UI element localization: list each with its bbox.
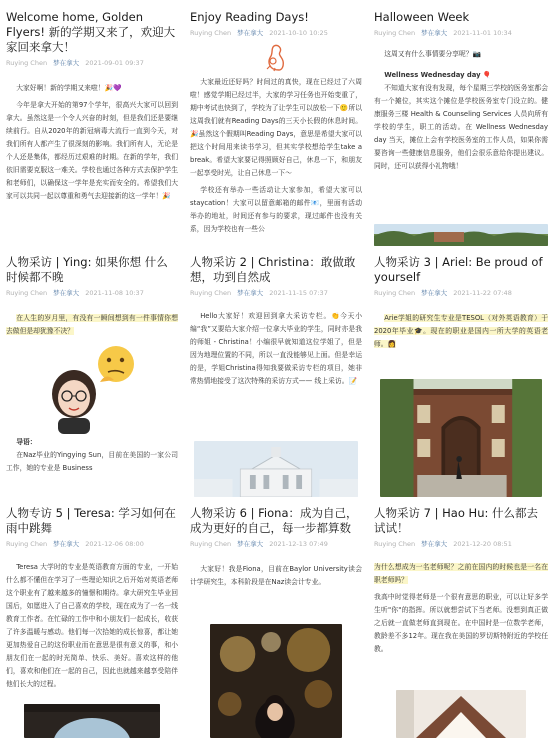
excerpt-paragraph: 这周又有什么事情要分享呢？📷 [384, 50, 482, 58]
account-name[interactable]: 梦在拿大 [421, 540, 448, 548]
article-card-welcome[interactable] [0, 0, 184, 251]
article-meta [374, 28, 548, 38]
article-meta [6, 539, 178, 549]
article-excerpt [374, 312, 548, 351]
author-name: Ruying Chen [190, 29, 232, 37]
article-excerpt [6, 561, 178, 691]
article-excerpt [6, 312, 178, 338]
article-meta [190, 539, 362, 549]
publish-date: 2021-11-01 10:34 [453, 29, 512, 37]
excerpt-paragraph: 我高中时觉得老师是一个很有意思的职业，可以让好多学生听"你"的指挥。所以就想尝试下当老师。没想到真正做之后就一直做老师直到现在。在中国时是一位数学老师，教龄差不多12年。现在我在美国的罗切斯特附近的学校任教。 [374, 593, 548, 653]
account-name[interactable]: 梦在拿大 [53, 59, 80, 67]
article-title[interactable]: 人物采访 7 | Hao Hu: 什么都去试试！ [374, 506, 539, 535]
article-title[interactable]: 人物采访 | Ying: 如果你想 什么时候都不晚 [6, 255, 168, 284]
publish-date: 2021-12-13 07:49 [269, 540, 328, 548]
publish-date: 2021-11-08 10:37 [85, 289, 144, 297]
article-meta [6, 58, 178, 68]
article-card-halloween[interactable] [368, 0, 554, 251]
publish-date: 2021-11-22 07:48 [453, 289, 512, 297]
publish-date: 2021-12-06 08:00 [85, 540, 144, 548]
author-name: Ruying Chen [190, 540, 232, 548]
publish-date: 2021-11-15 07:37 [269, 289, 328, 297]
excerpt-paragraph: 大家好！我是Fiona，目前在Baylor University读会计学研究生，本科阶段是在Naz读会计专业。 [190, 565, 362, 586]
article-meta [6, 288, 178, 298]
highlight-intro: Arie学姐的研究生专业是TESOL（对外英语教育）于2020年毕业🎓。现在的职业是国内一所大学的英语老师。👩 [374, 314, 548, 348]
excerpt-paragraph: 不知道大家有没有发现，每个星期三学校的医务室都会有一个摊位，其实这个摊位是学校医务室专门设立的。健康服务三楼 Health & Counseling Services 人员向所有学校的学生，职工的活动。在 Wellness Wednesday day 当天，摊位上会有学校医务室的工作人员，如果你需要咨询一些健康信息服务，他们会很乐意给你提出建议。同时，还可以获得小礼物哦！ [374, 84, 548, 170]
article-meta [190, 288, 362, 298]
excerpt-paragraph: 在Naz毕业的Yingying Sun，目前在美国的一家公司工作，她的专业是 Business [6, 451, 178, 472]
article-card-reading-days[interactable] [184, 0, 368, 251]
article-card-hao-hu[interactable] [368, 502, 554, 738]
excerpt-heading: Wellness Wednesday day 🎈 [384, 71, 492, 79]
account-name[interactable]: 梦在拿大 [237, 29, 264, 37]
article-meta [374, 288, 548, 298]
highlight-question: 为什么想成为一名老师呢？之前在国内的时候也是一名在职老师吗？ [374, 563, 548, 584]
account-name[interactable]: 梦在拿大 [53, 540, 80, 548]
account-name[interactable]: 梦在拿大 [237, 289, 264, 297]
article-title[interactable]: 人物采访 2 | Christina：敢做敢想，功到自然成 [190, 255, 356, 284]
excerpt-paragraph: 大家最近还好吗？时间过的真快，现在已经过了六周啦！感觉学期已经过半，大家的学习任务也开始变重了，期中考试也快到了，学校为了让学生可以放松一下🙂所以这周我们就有Reading Days的三天小长假的休息时间。🎉虽然这个假期叫Reading Days，意思是希望大家可以把这个时间用来读书学习，但其实学校想给学生take a break。希望大家要记得照顾好自己，休息一下，和朋友一起享受时光，让自己休息一下～ [190, 78, 362, 177]
account-name[interactable]: 梦在拿大 [53, 289, 80, 297]
squirrel-icon [190, 44, 362, 72]
article-title[interactable]: Enjoy Reading Days! [190, 10, 309, 24]
author-name: Ruying Chen [190, 289, 232, 297]
article-photo [24, 704, 160, 738]
article-excerpt-more [6, 436, 178, 475]
excerpt-paragraph: 学校还有举办一些活动让大家参加，希望大家可以staycation！大家可以留意邮箱的邮件📧，里面有活动举办的地址，时间还有参与的要求，现过邮件也没有关系，因为学校也有一些公 [190, 186, 362, 233]
account-name[interactable]: 梦在拿大 [421, 289, 448, 297]
intro-label: 导语： [16, 438, 37, 446]
article-title[interactable]: Halloween Week [374, 10, 470, 24]
author-name: Ruying Chen [6, 540, 48, 548]
account-name[interactable]: 梦在拿大 [421, 29, 448, 37]
publish-date: 2021-10-10 10:25 [269, 29, 328, 37]
author-name: Ruying Chen [6, 289, 48, 297]
night-lights-photo [210, 624, 342, 738]
account-name[interactable]: 梦在拿大 [237, 540, 264, 548]
publish-date: 2021-12-20 08:51 [453, 540, 512, 548]
article-card-ariel[interactable] [368, 251, 554, 502]
author-name: Ruying Chen [6, 59, 48, 67]
article-excerpt [374, 48, 548, 173]
excerpt-paragraph: 大家好啊！新的学期又来啦！🎉💜 [16, 84, 122, 92]
campus-photo [374, 224, 548, 246]
excerpt-paragraph: Teresa 大学时的专业是英语教育方面的专业，一开始什么都不懂但在学习了一些理论知识之后开始对英语老师这个职业有了越来越多的憧憬和期待。拿大研究生毕业回国后，如愿进入了自己喜欢的学校，现在成为了一名一线教育工作者。在忙碌的工作中和小朋友们一起成长，收获了许多温暖与感动。他们每一次拾她的成长惊喜，都让她更加热爱自己的这份职业而在意思是很有意义的事，和小朋友们在一起的时光简单、快乐、美好。喜欢这样的他们，喜欢和他们在一起的自己，因此也就越来越享受陪伴他们长大的过程。 [6, 563, 178, 688]
article-title[interactable]: Welcome home, Golden Flyers! 新的学期又来了，欢迎大家回来拿大！ [6, 10, 176, 54]
article-meta [190, 28, 362, 38]
article-excerpt [374, 561, 548, 656]
article-card-ying[interactable] [0, 251, 184, 502]
author-name: Ruying Chen [374, 540, 416, 548]
article-meta [374, 539, 548, 549]
building-photo [194, 441, 358, 497]
excerpt-paragraph: 今年是拿大开始的第97个学年，很高兴大家可以回到拿大。虽然这是一个令人兴奋的时刻，但是我们还是要继续前行。自从2020年的新冠病毒大流行一直到今天，对我们所有人都产生了很深刻的影响。我们所有人，无论是个人还是集体，都经历过艰难的时期。在新的学年，我们依旧需要克服这一难关。学校也通过各种方式去保护学生和老师们，以确保这一学年是充实而安全的。希望我们大家可以共同一起以尊重和勇气去迎接新的这一学年！🎉 [6, 101, 178, 200]
author-name: Ruying Chen [374, 29, 416, 37]
thinking-avatar-illustration [6, 342, 178, 434]
article-excerpt [190, 310, 362, 388]
highlight-quote: 在人生的岁月里，有没有一瞬间想到有一件事情你想去做但是却犹豫不决？ [6, 314, 178, 335]
article-title[interactable]: 人物专访 5 | Teresa: 学习如何在雨中跳舞 [6, 506, 176, 535]
article-title[interactable]: 人物采访 6 | Fiona：成为自己，成为更好的自己，每一步都算数 [190, 506, 358, 535]
publish-date: 2021-09-01 09:37 [85, 59, 144, 67]
article-card-fiona[interactable] [184, 502, 368, 738]
article-excerpt [190, 76, 362, 236]
author-name: Ruying Chen [374, 289, 416, 297]
excerpt-paragraph: Hello大家好！欢迎回到拿大采访专栏。👏今天小编“我”又要给大家介绍一位拿大毕业的学生，同时亦是我的师姐 - Christina！小编很早就知道这位学姐了，但是因为地理位置的不同，所以一直没能够见上面。但是幸运的是，学姐Christina得知我要做采访专栏的项目，她非常热情地接受了这次特殊的采访方式—— 线上采访。📝 [190, 312, 362, 385]
article-title[interactable]: 人物采访 3 | Ariel: Be proud of yourself [374, 255, 543, 284]
article-card-christina[interactable] [184, 251, 368, 502]
campus-building-photo [380, 379, 542, 497]
article-excerpt [190, 563, 362, 589]
article-excerpt [6, 82, 178, 203]
article-photo [396, 690, 526, 738]
article-card-teresa[interactable] [0, 502, 184, 738]
